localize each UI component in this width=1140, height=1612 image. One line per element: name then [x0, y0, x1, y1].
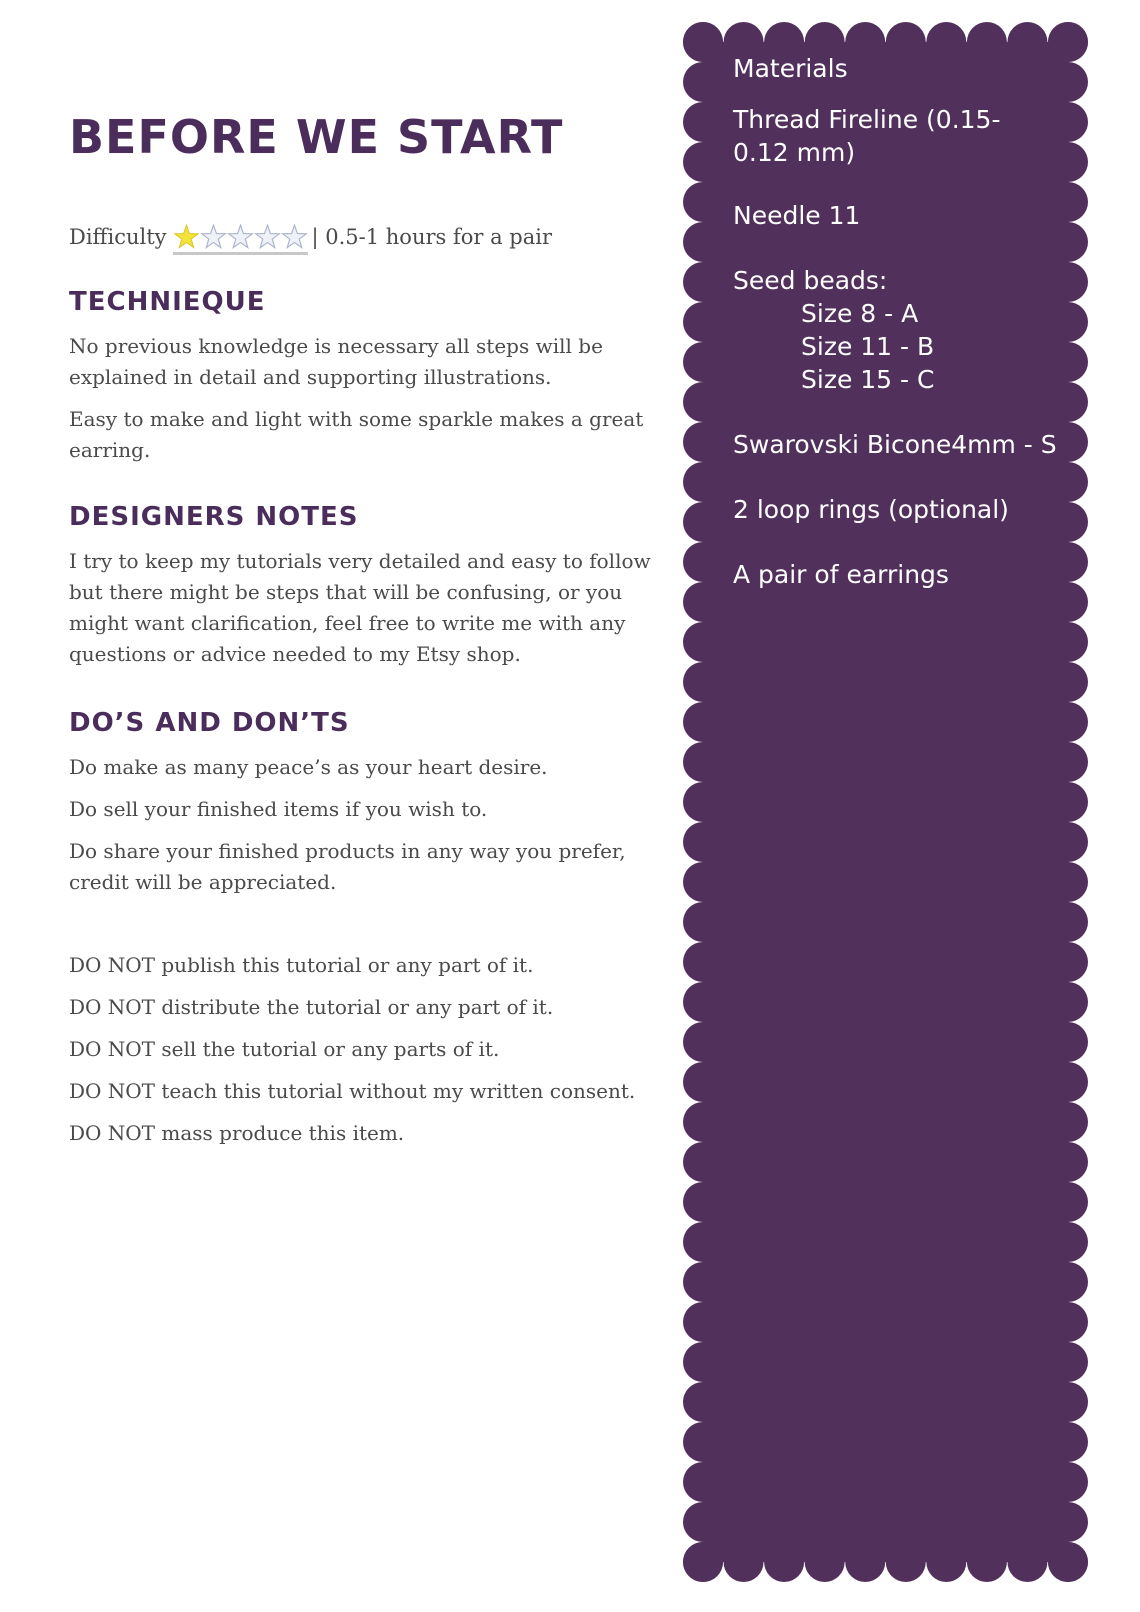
- paragraph: DO NOT distribute the tutorial or any part of it.: [69, 995, 554, 1020]
- paragraph: I try to keep my tutorials very detailed and easy to follow but there might be steps that will be confusing, or you might want clarification, feel free to write me with any questions or advice needed to my Etsy shop.: [69, 549, 651, 667]
- paragraph: DO NOT mass produce this item.: [69, 1121, 405, 1146]
- materials-swarovski: Swarovski Bicone4mm - S: [733, 430, 1057, 459]
- materials-loop-rings: 2 loop rings (optional): [733, 495, 1009, 524]
- section-heading-dos-and-donts: DO’S AND DON’TS: [69, 708, 350, 739]
- section-heading-technique: TECHNIEQUE: [69, 287, 266, 318]
- page-title: BEFORE WE START: [69, 110, 564, 164]
- paragraph: Do share your finished products in any way you prefer, credit will be appreciated.: [69, 839, 626, 895]
- materials-seed-bead-item: Size 8 - A: [801, 299, 919, 328]
- difficulty-label: Difficulty: [69, 225, 167, 250]
- star-outline-icon: [281, 224, 308, 251]
- paragraph: Easy to make and light with some sparkle makes a great earring.: [69, 407, 644, 463]
- main-column: [69, 110, 659, 1149]
- star-filled-icon: [173, 224, 200, 251]
- materials-list: [733, 52, 1073, 591]
- section-heading-designers-notes: DESIGNERS NOTES: [69, 502, 359, 533]
- paragraph: DO NOT teach this tutorial without my written consent.: [69, 1079, 636, 1104]
- materials-thread: Thread Fireline (0.15-0.12 mm): [733, 105, 1001, 167]
- star-outline-icon: [200, 224, 227, 251]
- paragraph: DO NOT publish this tutorial or any part of it.: [69, 953, 534, 978]
- paragraph: No previous knowledge is necessary all steps will be explained in detail and supporting illustrations.: [69, 334, 603, 390]
- materials-earrings: A pair of earrings: [733, 560, 949, 589]
- paragraph: DO NOT sell the tutorial or any parts of it.: [69, 1037, 500, 1062]
- materials-seed-bead-item: Size 15 - C: [801, 365, 935, 394]
- paragraph: Do make as many peace’s as your heart desire.: [69, 755, 548, 780]
- paragraph: Do sell your finished items if you wish to.: [69, 797, 488, 822]
- difficulty-time: | 0.5-1 hours for a pair: [311, 225, 553, 250]
- difficulty-rating: [173, 219, 308, 255]
- materials-seed-bead-item: Size 11 - B: [801, 332, 935, 361]
- star-outline-icon: [254, 224, 281, 251]
- materials-seed-beads-label: Seed beads:: [733, 266, 888, 295]
- difficulty-row: [69, 217, 659, 257]
- materials-panel: [683, 22, 1088, 1582]
- star-outline-icon: [227, 224, 254, 251]
- materials-needle: Needle 11: [733, 201, 861, 230]
- materials-heading: Materials: [733, 54, 848, 83]
